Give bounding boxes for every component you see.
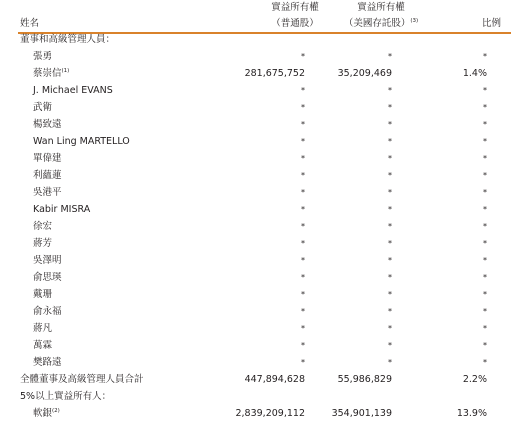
holder-name <box>20 371 144 388</box>
ordinary-shares-cell: * <box>301 255 305 265</box>
holder-name <box>33 337 52 354</box>
holder-name-text: 俞永福 <box>33 305 62 317</box>
holder-name-text: 單偉建 <box>33 152 62 164</box>
ordinary-shares-cell: * <box>301 204 305 214</box>
ads-cell: * <box>388 340 392 350</box>
percentage-cell: * <box>483 187 487 197</box>
percentage-cell: * <box>483 102 487 112</box>
holder-name <box>33 150 62 167</box>
ads-cell: * <box>388 187 392 197</box>
ads-cell: * <box>388 289 392 299</box>
percentage-cell: 1.4% <box>462 67 487 79</box>
ads-cell: * <box>388 255 392 265</box>
table-row <box>0 82 529 99</box>
holder-name <box>33 99 52 116</box>
percentage-cell: * <box>483 306 487 316</box>
table-row <box>0 269 529 286</box>
holder-name <box>33 48 52 65</box>
percentage-cell: * <box>483 170 487 180</box>
ordinary-shares-cell: * <box>301 119 305 129</box>
ads-cell: * <box>388 102 392 112</box>
ads-cell: * <box>388 306 392 316</box>
section-title: 5%以上實益所有人： <box>20 390 112 402</box>
ordinary-shares-cell: 2,839,209,112 <box>235 407 305 419</box>
ordinary-shares-cell: * <box>301 289 305 299</box>
holder-name <box>33 235 52 252</box>
ads-cell: * <box>388 136 392 146</box>
table-row <box>0 286 529 303</box>
holder-name-text: 樊路遠 <box>33 356 62 368</box>
percentage-cell: * <box>483 357 487 367</box>
table-row <box>0 337 529 354</box>
holder-name-text: 蔣芳 <box>33 237 53 249</box>
holder-name-text: 俞思瑛 <box>33 271 62 283</box>
ads-cell: * <box>388 51 392 61</box>
ads-cell: 55,986,829 <box>337 373 392 385</box>
holder-name <box>33 286 52 303</box>
table-row <box>0 184 529 201</box>
holder-name-text: 楊致遠 <box>33 118 62 130</box>
holder-name <box>33 303 62 320</box>
table-row <box>0 303 529 320</box>
ordinary-shares-cell: * <box>301 340 305 350</box>
holder-name-text: Kabir MISRA <box>33 203 91 215</box>
holder-name <box>33 201 90 218</box>
ads-cell: * <box>388 323 392 333</box>
holder-name-text: J. Michael EVANS <box>33 84 113 96</box>
holder-name <box>33 184 62 201</box>
ads-cell: * <box>388 153 392 163</box>
ratio-column-header: 比例 <box>481 18 501 29</box>
holder-name <box>33 269 62 286</box>
ordinary-shares-cell: * <box>301 323 305 333</box>
ordinary-shares-cell: * <box>301 221 305 231</box>
percentage-cell: * <box>483 272 487 282</box>
ordinary-shares-cell: * <box>301 272 305 282</box>
holder-name <box>33 82 113 99</box>
ordinary-shares-cell: * <box>301 170 305 180</box>
ordinary-shares-cell: * <box>301 187 305 197</box>
ordinary-shares-cell: 447,894,628 <box>244 373 305 385</box>
table-row <box>0 371 529 388</box>
ordinary-shares-cell: * <box>301 357 305 367</box>
holder-name-text: 全體董事及高級管理人員合計 <box>20 373 144 385</box>
table-row <box>0 99 529 116</box>
ordinary-shares-cell: * <box>301 102 305 112</box>
percentage-cell: 13.9% <box>456 407 487 419</box>
col2-header-line2-wrap <box>326 18 436 29</box>
col1-header-line2: （普通股） <box>271 18 319 29</box>
section-title-row <box>0 388 529 405</box>
ads-cell: 35,209,469 <box>337 67 392 79</box>
holder-name-text: 吳澤明 <box>33 254 62 266</box>
ads-cell: * <box>388 204 392 214</box>
holder-name <box>33 252 62 269</box>
percentage-cell: * <box>483 289 487 299</box>
holder-name <box>33 354 62 371</box>
table-row <box>0 405 529 422</box>
percentage-cell: * <box>483 51 487 61</box>
table-row <box>0 235 529 252</box>
ordinary-shares-cell: * <box>301 85 305 95</box>
percentage-cell: * <box>483 136 487 146</box>
holder-name-text: 徐宏 <box>33 220 53 232</box>
ordinary-shares-cell: * <box>301 51 305 61</box>
percentage-cell: * <box>483 153 487 163</box>
holder-name <box>33 133 130 150</box>
holder-name <box>33 320 52 337</box>
ads-cell: * <box>388 170 392 180</box>
holder-name-text: 武衛 <box>33 101 53 113</box>
holder-name-text: 戴珊 <box>33 288 53 300</box>
holder-name <box>33 65 69 82</box>
table-row <box>0 116 529 133</box>
col2-header-line2: （美國存託股） <box>343 18 411 29</box>
table-row <box>0 252 529 269</box>
holder-name-text: 萬霖 <box>33 339 53 351</box>
table-row <box>0 201 529 218</box>
ordinary-shares-cell: 281,675,752 <box>244 67 305 79</box>
name-column-header: 姓名 <box>20 18 40 29</box>
table-row <box>0 218 529 235</box>
holder-name-text: Wan Ling MARTELLO <box>33 135 130 147</box>
ads-cell: * <box>388 357 392 367</box>
ordinary-shares-cell: * <box>301 136 305 146</box>
holder-name-text: 吳港平 <box>33 186 62 198</box>
holder-name <box>33 116 62 133</box>
table-row <box>0 150 529 167</box>
table-row <box>0 354 529 371</box>
footnote-ref: (2) <box>52 407 60 414</box>
col2-header <box>326 2 436 29</box>
percentage-cell: * <box>483 255 487 265</box>
table-row <box>0 320 529 337</box>
col1-header-line1: 實益所有權 <box>271 2 319 13</box>
ordinary-shares-cell: * <box>301 153 305 163</box>
table-row <box>0 133 529 150</box>
ads-cell: * <box>388 85 392 95</box>
holder-name <box>33 167 62 184</box>
percentage-cell: * <box>483 340 487 350</box>
holder-name <box>33 218 52 235</box>
ads-cell: * <box>388 221 392 231</box>
table-row <box>0 48 529 65</box>
col2-header-line1: 實益所有權 <box>357 2 405 13</box>
holder-name-text: 軟銀 <box>33 407 53 419</box>
holder-name-text: 蔡崇信 <box>33 67 62 79</box>
table-row <box>0 65 529 82</box>
percentage-cell: * <box>483 119 487 129</box>
section-title: 董事和高級管理人員： <box>20 33 116 45</box>
ads-cell: 354,901,139 <box>331 407 392 419</box>
ordinary-shares-cell: * <box>301 306 305 316</box>
percentage-cell: * <box>483 323 487 333</box>
percentage-cell: 2.2% <box>462 373 487 385</box>
holder-name <box>33 405 60 422</box>
percentage-cell: * <box>483 221 487 231</box>
percentage-cell: * <box>483 85 487 95</box>
holder-name-text: 蔣凡 <box>33 322 53 334</box>
holder-name-text: 張勇 <box>33 50 53 62</box>
percentage-cell: * <box>483 204 487 214</box>
ordinary-shares-cell: * <box>301 238 305 248</box>
ads-cell: * <box>388 238 392 248</box>
holder-name-text: 利蘊蓮 <box>33 169 62 181</box>
table-row <box>0 167 529 184</box>
footnote-ref: (1) <box>61 67 70 74</box>
percentage-cell: * <box>483 238 487 248</box>
col2-footnote-ref: (3) <box>410 17 419 24</box>
section-title-row <box>0 31 529 48</box>
ads-cell: * <box>388 119 392 129</box>
ads-cell: * <box>388 272 392 282</box>
